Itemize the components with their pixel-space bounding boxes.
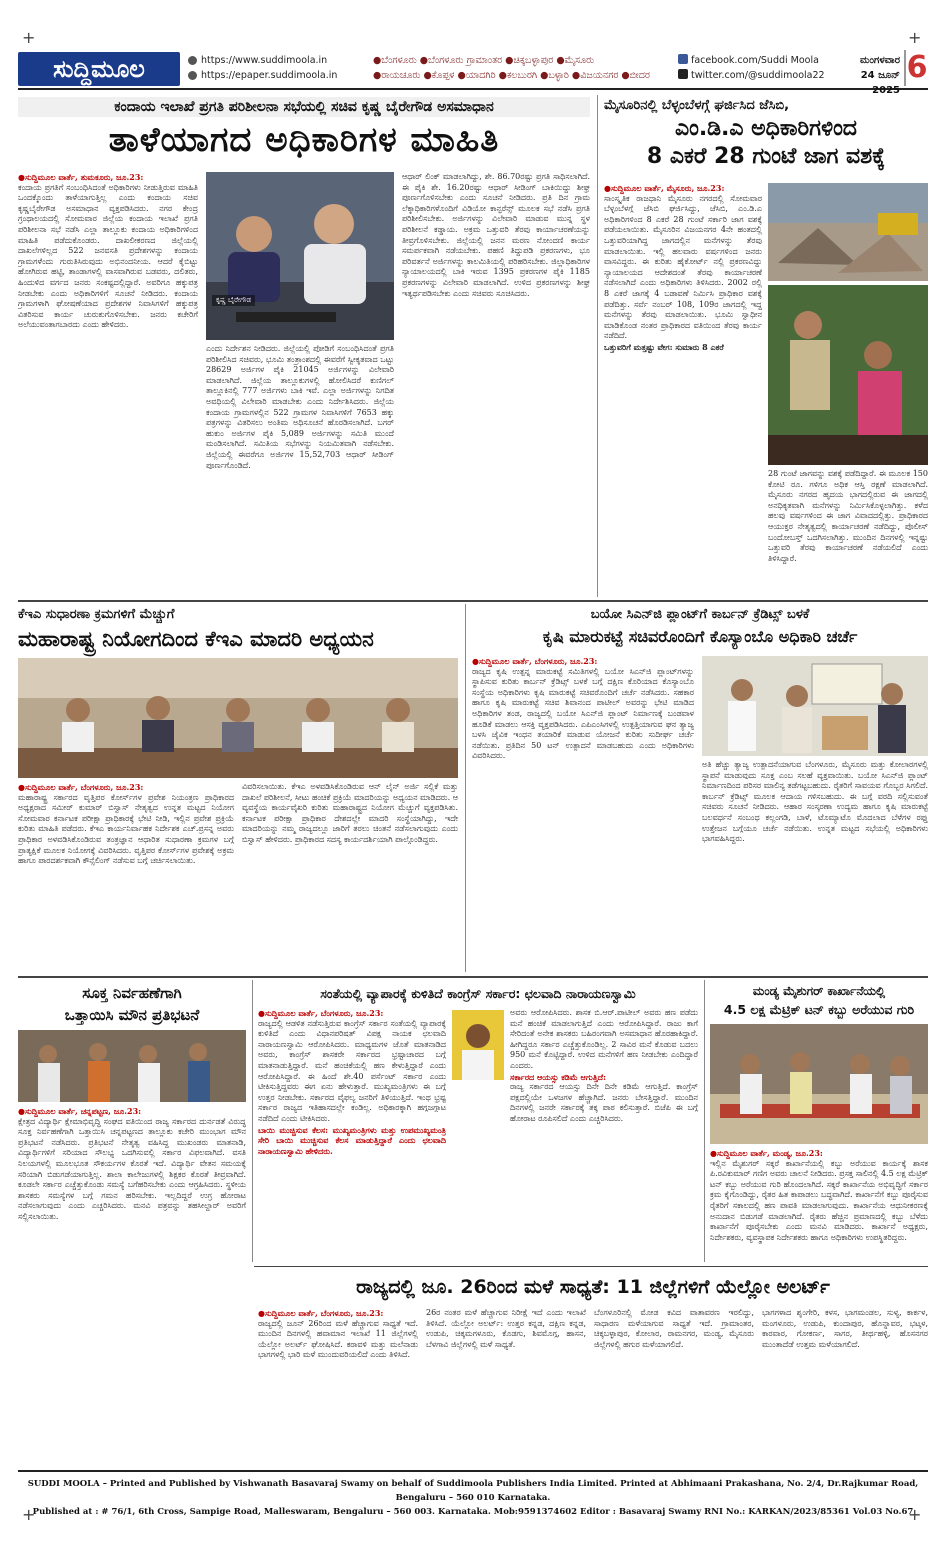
story8-column-2: 26ರ ನಂತರ ಮಳೆ ಹೆಚ್ಚಾಗುವ ನಿರೀಕ್ಷೆ ಇದೆ ಎಂದು ಇಲಾಖೆ ತಿಳಿಸಿದೆ. ಯೆಲ್ಲೋ ಅಲರ್ಟ್: ಉತ್ತರ ಕನ್ನಡ, ದಕ್ಷಿಣ ಕನ್ನಡ, ಉಡುಪಿ, ಚಿಕ್ಕಮಗಳೂರು, ಕೊಡಗು, ಶಿವಮೊಗ್ಗ, ಹಾಸನ, ಬೆಳಗಾವಿ ಜಿಲ್ಲೆಗಳಲ್ಲಿ ಮಳೆ ಸಾಧ್ಯತೆ.: [426, 1308, 586, 1349]
story-silent-protest: [18, 982, 246, 1026]
epaper-link[interactable]: https://epaper.suddimoola.in: [201, 70, 338, 81]
story6-photo: [452, 1010, 504, 1080]
imprint-line-2: Published at : # 76/1, 6th Cross, Sampige Road, Malleswaram, Bengaluru – 560 003. Karnataka. Mob:9591374602 Editor : Basavaraj Swamy RNI No.: KARKAN/2023/85361 Vol.03 No.67: [32, 1507, 914, 1517]
story5-headline: ಒತ್ತಾಯಿಸಿ ಮೌನ ಪ್ರತಿಭಟನೆ: [64, 1006, 200, 1024]
story6-text-1: ರಾಜ್ಯದಲ್ಲಿ ಆಡಳಿತ ನಡೆಸುತ್ತಿರುವ ಕಾಂಗ್ರೆಸ್ ಸರ್ಕಾರ ಸಂತೆಯಲ್ಲಿ ವ್ಯಾಪಾರಕ್ಕೆ ಕುಳಿತಿದೆ ಎಂದು ವಿಧಾನಪರಿಷತ್ ವಿಪಕ್ಷ ನಾಯಕ ಛಲವಾದಿ ನಾರಾಯಣಸ್ವಾಮಿ ಆರೋಪಿಸಿದರು. ಮಾಧ್ಯಮಗಳ ಜೊತೆ ಮಾತನಾಡಿದ ಅವರು, ಕಾಂಗ್ರೆಸ್ ಶಾಸಕರೇ ಸರ್ಕಾರದ ಭ್ರಷ್ಟಾಚಾರದ ಬಗ್ಗೆ ಮಾತನಾಡುತ್ತಿದ್ದಾರೆ. ಮನೆ ಹಂಚಿಕೆಯಲ್ಲಿ ಹಣ ಕೇಳುತ್ತಿದ್ದಾರೆ ಎಂದು ಆರೋಪಿಸಿದ್ದಾರೆ. ಈ ಹಿಂದೆ ಶೇ.40 ಪರ್ಸೆಂಟ್ ಸರ್ಕಾರ ಎಂದು ಟೀಕಿಸುತ್ತಿದ್ದವರು ಈಗ ಏನು ಹೇಳುತ್ತಾರೆ. ಮುಖ್ಯಮಂತ್ರಿಗಳು ಈ ಬಗ್ಗೆ ಉತ್ತರ ನೀಡಬೇಕು. ಸರ್ಕಾರದ ವೈಫಲ್ಯ ಜನರಿಗೆ ತಿಳಿಯುತ್ತಿದೆ. ಇಂಥ ಭ್ರಷ್ಟ ಸರ್ಕಾರ ರಾಜ್ಯದ ಇತಿಹಾಸದಲ್ಲೇ ಕಂಡಿಲ್ಲ. ಅಧಿಕಾರಕ್ಕಾಗಿ ಹಗ್ಗಜಗ್ಗಾಟ ನಡೆದಿದೆ ಎಂದು ಟೀಕಿಸಿದರು.: [258, 1018, 446, 1123]
story2-photo-crowd: [768, 285, 928, 465]
story7-headline: 4.5 ಲಕ್ಷ ಮೆಟ್ರಿಕ್ ಟನ್ ಕಬ್ಬು ಅರೆಯುವ ಗುರಿ: [723, 1002, 915, 1017]
edition-cities: [373, 53, 650, 83]
twitter-link[interactable]: twitter.com/@suddimoola22: [691, 70, 825, 81]
social-links: [678, 53, 825, 83]
story8-column-3: ಬೆಂಗಳೂರಿನಲ್ಲಿ ಮೋಡ ಕವಿದ ವಾತಾವರಣ ಇರಲಿದ್ದು, ಸಾಧಾರಣ ಮಳೆಯಾಗುವ ಸಾಧ್ಯತೆ ಇದೆ. ಗ್ರಾಮಾಂತರ, ಚಿಕ್ಕಬಳ್ಳಾಪುರ, ಕೋಲಾರ, ರಾಮನಗರ, ಮಂಡ್ಯ, ಮೈಸೂರು ಜಿಲ್ಲೆಗಳಲ್ಲಿ ಹಗುರ ಮಳೆಯಾಗಲಿದೆ.: [594, 1308, 754, 1349]
protest-photo: [18, 1030, 246, 1102]
web-links: [188, 53, 337, 83]
column-divider: [252, 980, 253, 1262]
story6-column-2: [510, 1008, 698, 1260]
story4-kicker: ಬಯೋ ಸಿಎನ್‌ಜಿ ಪ್ಲಾಂಟ್‌ಗೆ ಕಾರ್ಬನ್ ಕ್ರೆಡಿಟ್ಸ್ ಬಳಕೆ: [590, 607, 810, 622]
globe-icon: [188, 71, 197, 80]
story4-byline: ●ಸುದ್ದಿಮೂಲ ವಾರ್ತೆ, ಬೆಂಗಳೂರು, ಜೂ.23:: [472, 656, 598, 666]
photo-caption: ಕೃಷ್ಣ ಬೈರೇಗೌಡ: [212, 295, 255, 306]
story1-text-1: ಕಂದಾಯ ಪ್ರಗತಿಗೆ ಸಂಬಂಧಿಸಿದಂತೆ ಅಧಿಕಾರಿಗಳು ನೀಡುತ್ತಿರುವ ಮಾಹಿತಿ ಒಂದಕ್ಕೊಂದು ತಾಳೆಯಾಗುತ್ತಿಲ್ಲ ಎಂದು ಕಂದಾಯ ಸಚಿವ ಕೃಷ್ಣಬೈರೇಗೌಡ ಅಸಮಾಧಾನ ವ್ಯಕ್ತಪಡಿಸಿದರು. ನಗರ ಕೇಂದ್ರ ಗ್ರಂಥಾಲಯದಲ್ಲಿ ಸೋಮವಾರ ಜಿಲ್ಲೆಯ ಕಂದಾಯ ಇಲಾಖೆ ಪ್ರಗತಿ ಪರಿಶೀಲನಾ ಸಭೆ ನಡೆಸಿ ಎಲ್ಲಾ ತಾಲ್ಲೂಕು ಕಂದಾಯ ಅಧಿಕಾರಿಗಳಿಂದ ಮಾಹಿತಿ ಪಡೆದುಕೊಂಡರು. ದಾಖಲೀಕರಣದ ಜಿಲ್ಲೆಯಲ್ಲಿ ದಾಖಲೆಗಳಿಲ್ಲದ 522 ಜನವಸತಿ ಪ್ರದೇಶಗಳನ್ನು ಕಂದಾಯ ಗ್ರಾಮಗಳೆಂದು ಗುರುತಿಸಿರುವುದು ಅಭಿನಂದನೀಯ. ಆದರೆ ಕೈಬಿಟ್ಟು ಹೋಗಿರುವ ಹಟ್ಟಿ, ತಾಂಡಾಗಳಲ್ಲಿ ವಾಸವಾಗಿರುವ ಬಡವರು, ದಲಿತರು, ಹಿಂದುಳಿದ ವರ್ಗದ ಜನರು ಸಂಕಷ್ಟದಲ್ಲಿದ್ದಾರೆ. ಅವರಿಗೂ ಹಕ್ಕುಪತ್ರ ನೀಡಬೇಕು ಎಂದು ಅಧಿಕಾರಿಗಳಿಗೆ ಸೂಚನೆ ನೀಡಿದರು. ಕಂದಾಯ ಗ್ರಾಮಗಳಾಗಿ ಘೋಷಣೆಯಾದ ಪ್ರದೇಶಗಳ ನಿವಾಸಿಗಳಿಗೆ ಹಕ್ಕುಪತ್ರ ವಿತರಿಸುವ ಕಾರ್ಯ ಚುರುಕುಗೊಳಿಸಬೇಕು. ಜನರು ಕಚೇರಿಗೆ ಅಲೆಯುವಂತಾಗಬಾರದು ಎಂದು ಹೇಳಿದರು.: [18, 182, 198, 330]
story3-column-2: ವಿವರಿಸಲಾಯಿತು. ಕೆಇಎ ಅಳವಡಿಸಿಕೊಂಡಿರುವ ಆನ್ ಲೈನ್ ಅರ್ಜಿ ಸಲ್ಲಿಕೆ ಮತ್ತು ದಾಖಲೆ ಪರಿಶೀಲನೆ, ಸೀಟು ಹಂಚಿಕೆ ಪ್ರಕ್ರಿಯೆ ಮಾದರಿಯನ್ನು ಅಧ್ಯಯನ ಮಾಡಿದರು. ಆ ವ್ಯವಸ್ಥೆಯ ಕಾರ್ಯವೈಖರಿ ಕುರಿತು ಮಹಾರಾಷ್ಟ್ರದ ನಿಯೋಗ ಮೆಚ್ಚುಗೆ ವ್ಯಕ್ತಪಡಿಸಿತು. ಕರ್ನಾಟಕ ಪರೀಕ್ಷಾ ಪ್ರಾಧಿಕಾರ ದೇಶದಲ್ಲೇ ಮಾದರಿ ಸಂಸ್ಥೆಯಾಗಿದ್ದು, ಇದೇ ಮಾದರಿಯನ್ನು ನಮ್ಮ ರಾಜ್ಯದಲ್ಲೂ ಜಾರಿಗೆ ತರಲು ಚಿಂತನೆ ನಡೆಸಲಾಗುವುದು ಎಂದು ಬಿಸ್ವಾಸ್ ಹೇಳಿದರು. ಪ್ರಾಧಿಕಾರದ ಸದಸ್ಯ ಕಾರ್ಯದರ್ಶಿಯಾಗಿ ಪಾಲ್ಗೊಂಡಿದ್ದರು.: [242, 782, 458, 844]
story5-photo: [18, 1030, 246, 1102]
crop-mark: +: [908, 1505, 922, 1524]
story8-column-4: ಭಾಗಗಳಾದ ಶೃಂಗೇರಿ, ಕಳಸ, ಭಾಗಮಂಡಲ, ಸುಳ್ಯ, ಕಾರ್ಕಳ, ಮಂಗಳೂರು, ಉಡುಪಿ, ಕುಂದಾಪುರ, ಹೊನ್ನಾವರ, ಭಟ್ಕಳ, ಕಾರವಾರ, ಗೋಕರ್ಣ, ಸಾಗರ, ತೀರ್ಥಹಳ್ಳಿ, ಹೊಸನಗರ ಮುಂತಾದೆಡೆ ಉತ್ತಮ ಮಳೆಯಾಗಲಿದೆ.: [762, 1308, 928, 1349]
story7-text: ಇಲ್ಲಿನ ಮೈಶುಗರ್ ಸಕ್ಕರೆ ಕಾರ್ಖಾನೆಯಲ್ಲಿ ಕಬ್ಬು ಅರೆಯುವ ಕಾರ್ಯಕ್ಕೆ ಶಾಸಕ ಪಿ.ರವಿಕುಮಾರ್ ಗಣಿಗ ಅವರು ಚಾಲನೆ ನೀಡಿದರು. ಪ್ರಸಕ್ತ ಸಾಲಿನಲ್ಲಿ 4.5 ಲಕ್ಷ ಮೆಟ್ರಿಕ್ ಟನ್ ಕಬ್ಬು ಅರೆಯುವ ಗುರಿ ಹೊಂದಲಾಗಿದೆ. ಸಕ್ಕರೆ ಕಾರ್ಖಾನೆಯ ಅಭಿವೃದ್ಧಿಗೆ ಸರ್ಕಾರ ಕ್ರಮ ಕೈಗೊಂಡಿದ್ದು, ರೈತರ ಹಿತ ಕಾಪಾಡಲು ಬದ್ಧವಾಗಿದೆ. ಕಾರ್ಖಾನೆಗೆ ಕಬ್ಬು ಪೂರೈಸುವ ರೈತರಿಗೆ ಸಕಾಲದಲ್ಲಿ ಹಣ ಪಾವತಿ ಮಾಡಲಾಗುವುದು. ಕಾರ್ಖಾನೆಯ ಆಧುನೀಕರಣಕ್ಕೆ ಅನುದಾನ ಬಿಡುಗಡೆ ಮಾಡಲಾಗಿದೆ. ರೈತರು ಹೆಚ್ಚಿನ ಪ್ರಮಾಣದಲ್ಲಿ ಕಬ್ಬು ಬೆಳೆದು ಕಾರ್ಖಾನೆಗೆ ಪೂರೈಸಬೇಕು ಎಂದು ಮನವಿ ಮಾಡಿದರು. ಕಾರ್ಖಾನೆ ಅಧ್ಯಕ್ಷರು, ನಿರ್ದೇಶಕರು, ವ್ಯವಸ್ಥಾಪಕ ನಿರ್ದೇಶಕರು ಹಾಗೂ ಅಧಿಕಾರಿಗಳು ಉಪಸ್ಥಿತರಿದ್ದರು.: [710, 1158, 928, 1242]
crop-mark: +: [22, 1505, 36, 1524]
section-divider: [18, 600, 928, 602]
story1-kicker: ಕಂದಾಯ ಇಲಾಖೆ ಪ್ರಗತಿ ಪರಿಶೀಲನಾ ಸಭೆಯಲ್ಲಿ ಸಚಿವ ಕೃಷ್ಣ ಬೈರೇಗೌಡ ಅಸಮಾಧಾನ: [18, 97, 590, 117]
story3-headline: ಮಹಾರಾಷ್ಟ್ರ ನಿಯೋಗದಿಂದ ಕೆಇಎ ಮಾದರಿ ಅಧ್ಯಯನ: [18, 627, 374, 651]
story6-headline: ಸಂತೆಯಲ್ಲಿ ವ್ಯಾಪಾರಕ್ಕೆ ಕುಳಿತಿದೆ ಕಾಂಗ್ರೆಸ್ ಸರ್ಕಾರ: ಛಲವಾದಿ ನಾರಾಯಣಸ್ವಾಮಿ: [320, 986, 636, 1001]
story2-column-1: [604, 183, 762, 595]
sugar-factory-photo: [710, 1024, 928, 1144]
story6-byline: ●ಸುದ್ದಿಮೂಲ ವಾರ್ತೆ, ಬೆಂಗಳೂರು, ಜೂ.23:: [258, 1008, 384, 1018]
story8-text-1: ರಾಜ್ಯದಲ್ಲಿ ಜೂನ್ 26ರಿಂದ ಮಳೆ ಹೆಚ್ಚಾಗುವ ಸಾಧ್ಯತೆ ಇದೆ. ಮುಂದಿನ ದಿನಗಳಲ್ಲಿ ಹವಾಮಾನ ಇಲಾಖೆ 11 ಜಿಲ್ಲೆಗಳಲ್ಲಿ ಯೆಲ್ಲೋ ಅಲರ್ಟ್ ಘೋಷಿಸಿದೆ. ಕರಾವಳಿ ಮತ್ತು ಮಲೆನಾಡು ಭಾಗಗಳಲ್ಲಿ ಭಾರಿ ಮಳೆ ಮುಂದುವರಿಯಲಿದೆ ಎಂದು ತಿಳಿಸಿದೆ.: [258, 1318, 418, 1360]
story5-column: [18, 1106, 246, 1464]
story3-column-1: [18, 782, 234, 970]
story7-column: [710, 1148, 928, 1262]
story4-photo: [702, 656, 928, 756]
story7-byline: ●ಸುದ್ದಿಮೂಲ ವಾರ್ತೆ, ಮಂಡ್ಯ, ಜೂ.23:: [710, 1148, 823, 1158]
imprint-footer: [18, 1470, 928, 1519]
story2-headline-1: ಎಂ.ಡಿ.ಎ ಅಧಿಕಾರಿಗಳಿಂದ: [674, 116, 858, 141]
twitter-icon: [678, 69, 688, 79]
story3-photo: [18, 658, 458, 778]
story4-text-1: ರಾಜ್ಯದ ಕೃಷಿ ಉತ್ಪನ್ನ ಮಾರುಕಟ್ಟೆ ಸಮಿತಿಗಳಲ್ಲಿ ಬಯೋ ಸಿಎನ್‌ಜಿ ಪ್ಲಾಂಟ್‌ಗಳನ್ನು ಸ್ಥಾಪಿಸುವ ಕುರಿತು ಕಾರ್ಬನ್ ಕ್ರೆಡಿಟ್ಸ್ ಬಳಕೆ ಬಗ್ಗೆ ದಕ್ಷಿಣ ಕೊರಿಯಾದ ಕೊಸ್ಯಾಂಬೊ ಸಂಸ್ಥೆಯ ಅಧಿಕಾರಿಗಳು ಕೃಷಿ ಮಾರುಕಟ್ಟೆ ಸಚಿವರೊಂದಿಗೆ ಚರ್ಚೆ ನಡೆಸಿದರು. ಸಹಕಾರ ಹಾಗೂ ಕೃಷಿ ಮಾರುಕಟ್ಟೆ ಸಚಿವ ಶಿವಾನಂದ ಪಾಟೀಲ್ ಅವರನ್ನು ಭೇಟಿ ಮಾಡಿದ ಅಧಿಕಾರಿಗಳ ತಂಡ, ರಾಜ್ಯದಲ್ಲಿ ಬಯೋ ಸಿಎನ್‌ಜಿ ಪ್ಲಾಂಟ್ ನಿರ್ಮಾಣಕ್ಕೆ ಬಂಡವಾಳ ಹೂಡಿಕೆ ಮಾಡಲು ಆಸಕ್ತಿ ವ್ಯಕ್ತಪಡಿಸಿದರು. ಎಪಿಎಂಸಿಗಳಲ್ಲಿ ಉತ್ಪತ್ತಿಯಾಗುವ ಘನ ತ್ಯಾಜ್ಯ ಬಳಸಿ ಜೈವಿಕ ಇಂಧನ ತಯಾರಿಕೆ ಮಾಡುವ ಯೋಜನೆ ಕುರಿತು ಸುದೀರ್ಘ ಚರ್ಚೆ ನಡೆಯಿತು. ಪ್ರತಿದಿನ 50 ಟನ್ ಉತ್ಪಾದನೆ ಮಾಡಬಹುದು ಎಂದು ಅಧಿಕಾರಿಗಳು ವಿವರಿಸಿದರು.: [472, 666, 694, 761]
story-rain-alert: [258, 1272, 928, 1302]
story5-text: ಕ್ಷೇತ್ರದ ವಿದ್ಯಾರ್ಥಿ ಕ್ಷೇಮಾಭಿವೃದ್ಧಿ ಸಂಘದ ವತಿಯಿಂದ ರಾಜ್ಯ ಸರ್ಕಾರದ ದುರ್ನಡತೆ ವಿರುದ್ಧ ಸೂಕ್ತ ನಿರ್ವಹಣೆಗಾಗಿ ಒತ್ತಾಯಿಸಿ ಚನ್ನಪಟ್ಟಣದ ತಾಲ್ಲೂಕು ಕಚೇರಿ ಮುಂಭಾಗ ಮೌನ ಪ್ರತಿಭಟನೆ ನಡೆಸಿದರು. ಪ್ರತಿಭಟನೆ ನೇತೃತ್ವ ವಹಿಸಿದ್ದ ಮುಖಂಡರು ಮಾತನಾಡಿ, ವಿದ್ಯಾರ್ಥಿಗಳಿಗೆ ಸರಿಯಾದ ಸೌಲಭ್ಯ ಒದಗಿಸುವಲ್ಲಿ ಸರ್ಕಾರ ವಿಫಲವಾಗಿದೆ. ವಸತಿ ನಿಲಯಗಳಲ್ಲಿ ಮೂಲಭೂತ ಸೌಕರ್ಯಗಳ ಕೊರತೆ ಇದೆ. ವಿದ್ಯಾರ್ಥಿ ವೇತನ ಸಮಯಕ್ಕೆ ಸರಿಯಾಗಿ ಬಿಡುಗಡೆಯಾಗುತ್ತಿಲ್ಲ. ಶಾಲಾ ಕಾಲೇಜುಗಳಲ್ಲಿ ಶಿಕ್ಷಕರ ಕೊರತೆ ತೀವ್ರವಾಗಿದೆ. ಕೂಡಲೇ ಸರ್ಕಾರ ಎಚ್ಚೆತ್ತುಕೊಂಡು ಸಮಸ್ಯೆ ಬಗೆಹರಿಸಬೇಕು ಎಂದು ಆಗ್ರಹಿಸಿದರು. ಸ್ಥಳೀಯ ಶಾಸಕರು ಸಮಸ್ಯೆಗಳ ಬಗ್ಗೆ ಗಮನ ಹರಿಸಬೇಕು. ಇಲ್ಲದಿದ್ದರೆ ಉಗ್ರ ಹೋರಾಟ ನಡೆಸಲಾಗುವುದು ಎಂದು ಎಚ್ಚರಿಸಿದರು. ಮನವಿ ಪತ್ರವನ್ನು ತಹಸೀಲ್ದಾರ್ ಅವರಿಗೆ ಸಲ್ಲಿಸಲಾಯಿತು.: [18, 1116, 246, 1221]
story7-photo: [710, 1024, 928, 1144]
story2-headline-2: 8 ಎಕರೆ 28 ಗುಂಟೆ ಜಾಗ ವಶಕ್ಕೆ: [646, 144, 886, 169]
facebook-link[interactable]: facebook.com/Suddi Moola: [691, 55, 819, 66]
story-bio-cng: [472, 606, 928, 650]
demolition-photo: [768, 183, 928, 281]
story6-column-1: [258, 1008, 446, 1260]
portrait-photo: [452, 1010, 504, 1080]
story2-text-1: ಸಾಂಸ್ಕೃತಿಕ ರಾಜಧಾನಿ ಮೈಸೂರು ನಗರದಲ್ಲಿ ಸೋಮವಾರ ಬೆಳ್ಳಂಬೆಳಗ್ಗೆ ಜೆಸಿಬಿ ಘರ್ಜಿಸಿದ್ದು, ಜೆಸಿಬಿ, ಎಂ.ಡಿ.ಎ ಅಧಿಕಾರಿಗಳಿಂದ 8 ಎಕರೆ 28 ಗುಂಟೆ ಸರ್ಕಾರಿ ಜಾಗ ವಶಕ್ಕೆ ಪಡೆಯಲಾಯಿತು. ಮೈಸೂರಿನ ವಿಜಯನಗರ 4ನೇ ಹಂತದಲ್ಲಿ ಒತ್ತುವರಿಯಾಗಿದ್ದ ಜಾಗದಲ್ಲಿನ ಮನೆಗಳನ್ನು ತೆರವು ಮಾಡಲಾಯಿತು. ಇಲ್ಲಿ ಹಲವಾರು ವರ್ಷಗಳಿಂದ ಜನರು ವಾಸವಿದ್ದರು. ಈ ಕುರಿತು ಹೈಕೋರ್ಟ್ ನಲ್ಲಿ ಪ್ರಕರಣವಿದ್ದು ನ್ಯಾಯಾಲಯದ ಆದೇಶದಂತೆ ತೆರವು ಕಾರ್ಯಾಚರಣೆ ನಡೆಸಲಾಗಿದೆ ಎಂದು ಅಧಿಕಾರಿಗಳು ತಿಳಿಸಿದರು. 2002 ರಲ್ಲಿ 8 ಎಕರೆ ಜಾಗಕ್ಕೆ 4 ಬಡಾವಣೆ ನಿರ್ಮಿಸಿ ಪ್ರಾಧಿಕಾರ ವಶಕ್ಕೆ ಪಡೆದಿತ್ತು. ಸರ್ವೆ ನಂಬರ್ 108, 109ರ ಜಾಗದಲ್ಲಿ ಇದ್ದ ಮನೆಗಳನ್ನು ತೆರವು ಮಾಡಲಾಯಿತು. ಭೂಮಿ ಸ್ವಾಧೀನ ಮಾಡಿಕೊಂಡ ನಂತರ ಪ್ರಾಧಿಕಾರದ ವತಿಯಿಂದ ತೆರವು ಕಾರ್ಯ ನಡೆದಿದೆ.: [604, 193, 762, 341]
website-link[interactable]: https://www.suddimoola.in: [201, 55, 328, 66]
story-congress-criticism: [258, 984, 698, 1004]
story6-subhead-1: ಬಾಯಿ ಮುಚ್ಚಿಸುವ ಕೆಲಸ: ಮುಖ್ಯಮಂತ್ರಿಗಳು ಮತ್ತು ಉಪಮುಖ್ಯಮಂತ್ರಿ ಸೇರಿ ಬಾಯಿ ಮುಚ್ಚಿಸುವ ಕೆಲಸ ಮಾಡುತ್ತಿದ್ದಾರೆ ಎಂದು ಛಲವಾದಿ ನಾರಾಯಣಸ್ವಾಮಿ ಹೇಳಿದರು.: [258, 1124, 446, 1156]
story6-text-2: ಅವರು ಆರೋಪಿಸಿದರು. ಶಾಸಕ ಬಿ.ಆರ್.ಪಾಟೀಲ್ ಅವರು ಹಣ ಪಡೆದು ಮನೆ ಹಂಚಿಕೆ ಮಾಡಲಾಗುತ್ತಿದೆ ಎಂದು ಆರೋಪಿಸಿದ್ದಾರೆ. ರಾಜು ಕಾಗೆ ಸೇರಿದಂತೆ ಅನೇಕ ಶಾಸಕರು ಬಹಿರಂಗವಾಗಿ ಅಸಮಾಧಾನ ಹೊರಹಾಕಿದ್ದಾರೆ. ಹೀಗಿದ್ದರೂ ಸರ್ಕಾರ ಎಚ್ಚೆತ್ತುಕೊಂಡಿಲ್ಲ. 2 ಸಾವಿರ ಮನೆ ಕೊಡುವ ಬದಲು 950 ಮನೆ ಕೊಟ್ಟಿದ್ದಾರೆ. ಉಳಿದ ಮನೆಗಳಿಗೆ ಹಣ ನೀಡಬೇಕು ಎಂದಿದ್ದಾರೆ ಎಂದರು.: [510, 1008, 698, 1070]
story3-kicker: ಕೆಇಎ ಸುಧಾರಣಾ ಕ್ರಮಗಳಿಗೆ ಮೆಚ್ಚುಗೆ: [18, 607, 175, 622]
story3-byline: ●ಸುದ್ದಿಮೂಲ ವಾರ್ತೆ, ಬೆಂಗಳೂರು, ಜೂ.23:: [18, 782, 144, 792]
column-divider: [465, 604, 466, 972]
story8-column-1: [258, 1308, 418, 1464]
issue-date: [830, 53, 900, 98]
story1-headline: ತಾಳೆಯಾಗದ ಅಧಿಕಾರಿಗಳ ಮಾಹಿತಿ: [108, 120, 500, 160]
crop-mark: +: [908, 28, 922, 47]
globe-icon: [188, 56, 197, 65]
masthead: [18, 50, 928, 96]
story-mda-land: [604, 97, 928, 171]
story2-photo-demolition: [768, 183, 928, 281]
story1-column-1: [18, 172, 198, 594]
section-divider: [18, 976, 928, 978]
story8-headline: ರಾಜ್ಯದಲ್ಲಿ ಜೂ. 26ರಿಂದ ಮಳೆ ಸಾಧ್ಯತೆ: 11 ಜಿಲ್ಲೆಗಳಿಗೆ ಯೆಲ್ಲೋ ಅಲರ್ಟ್: [356, 1276, 830, 1298]
story6-text-3: ರಾಜ್ಯ ಸರ್ಕಾರದ ಆಯಸ್ಸು ದಿನೇ ದಿನೇ ಕಡಿಮೆ ಆಗುತ್ತಿದೆ. ಕಾಂಗ್ರೆಸ್ ಪಕ್ಷದಲ್ಲಿಯೇ ಒಳಜಗಳ ಹೆಚ್ಚಾಗಿದೆ. ಜನರು ಬೇಸತ್ತಿದ್ದಾರೆ. ಮುಂದಿನ ದಿನಗಳಲ್ಲಿ ಜನರೇ ಸರ್ಕಾರಕ್ಕೆ ತಕ್ಕ ಪಾಠ ಕಲಿಸುತ್ತಾರೆ. ಬಿಜೆಪಿ ಈ ಬಗ್ಗೆ ಹೋರಾಟ ರೂಪಿಸಲಿದೆ ಎಂದು ಎಚ್ಚರಿಸಿದರು.: [510, 1082, 698, 1123]
minister-meeting-photo: [702, 656, 928, 756]
story1-column-3: ಆಧಾರ್ ಲಿಂಕ್ ಮಾಡಲಾಗಿದ್ದು, ಶೇ. 86.70ರಷ್ಟು ಪ್ರಗತಿ ಸಾಧಿಸಲಾಗಿದೆ. ಈ ಪೈಕಿ ಶೇ. 16.20ರಷ್ಟು ಆಧಾರ್ ಸೀಡಿಂಗ್ ಬಾಕಿಯಿದ್ದು ಶೀಘ್ರ ಪೂರ್ಣಗೊಳಿಸಬೇಕು ಎಂದು ಸೂಚನೆ ನೀಡಿದರು. ಪ್ರತಿ ದಿನ ಗ್ರಾಮ ಲೆಕ್ಕಾಧಿಕಾರಿಗಳೊಂದಿಗೆ ವಿಡಿಯೋ ಕಾನ್ಫರೆನ್ಸ್ ಮೂಲಕ ಸಭೆ ನಡೆಸಿ ಪ್ರಗತಿ ಪರಿಶೀಲಿಸಬೇಕು. ಅರ್ಜಿಗಳನ್ನು ವಿಲೇವಾರಿ ಮಾಡುವ ಮುನ್ನ ಸ್ಥಳ ಪರಿಶೀಲನೆ ಕಡ್ಡಾಯ. ಅಕ್ರಮ ಒತ್ತುವರಿ ತೆರವು ಕಾರ್ಯಾಚರಣೆಯನ್ನು ತೀವ್ರಗೊಳಿಸಬೇಕು. ಜಿಲ್ಲೆಯಲ್ಲಿ ಜನನ ಮರಣ ನೋಂದಣಿ ಕಾರ್ಯ ಸಮರ್ಪಕವಾಗಿ ನಡೆಯಬೇಕು. ಪಹಣಿ ತಿದ್ದುಪಡಿ ಪ್ರಕರಣಗಳು, ಭೂ ಪರಿವರ್ತನೆ ಅರ್ಜಿಗಳನ್ನು ಕಾಲಮಿತಿಯಲ್ಲಿ ಪರಿಹರಿಸಬೇಕು. ಜಿಲ್ಲಾಧಿಕಾರಿಗಳ ನ್ಯಾಯಾಲಯದಲ್ಲಿ ಬಾಕಿ ಇರುವ 1395 ಪ್ರಕರಣಗಳ ಪೈಕಿ 1185 ಪ್ರಕರಣಗಳನ್ನು ವಿಲೇವಾರಿ ಮಾಡಲಾಗಿದೆ. ಉಳಿದ ಪ್ರಕರಣಗಳನ್ನು ಶೀಘ್ರ ಇತ್ಯರ್ಥಪಡಿಸಬೇಕು ಎಂದು ಸಚಿವರು ಸೂಚಿಸಿದರು.: [402, 172, 590, 298]
crowd-photo: [768, 285, 928, 465]
story7-kicker: ಮಂಡ್ಯ ಮೈಶುಗರ್ ಕಾರ್ಖಾನೆಯಲ್ಲಿ: [752, 984, 886, 998]
date-text: 24 ಜೂನ್ 2025: [860, 70, 900, 96]
story1-photo: [206, 172, 394, 340]
story2-subhead: ಒತ್ತುವರಿಗೆ ಮತ್ತಷ್ಟು ವೇಗ: ಸುಮಾರು 8 ಎಕರೆ: [604, 341, 724, 352]
story5-kicker: ಸೂಕ್ತ ನಿರ್ವಹಣೆಗಾಗಿ: [82, 984, 182, 1002]
story-revenue-meeting: [18, 97, 590, 163]
cities-line-2: ●ರಾಯಚೂರು ●ಕೊಪ್ಪಳ ●ಯಾದಗಿರಿ ●ಕಲಬುರಗಿ ●ಬಳ್ಳಾರಿ ●ವಿಜಯನಗರ ●ಬೀದರ: [373, 70, 650, 81]
meeting-photo: [206, 172, 394, 340]
section-divider: [254, 1266, 928, 1267]
page-number: 6: [904, 50, 928, 86]
column-divider: [704, 980, 705, 1262]
story2-kicker: ಮೈಸೂರಿನಲ್ಲಿ ಬೆಳ್ಳಂಬೆಳಗ್ಗೆ ಘರ್ಜಿಸಿದ ಜೆಸಿಬಿ,: [604, 98, 790, 113]
story2-byline: ●ಸುದ್ದಿಮೂಲ ವಾರ್ತೆ, ಮೈಸೂರು, ಜೂ.23:: [604, 183, 725, 193]
story4-column-1: [472, 656, 694, 970]
story3-text-1: ಮಹಾರಾಷ್ಟ್ರ ಸರ್ಕಾರದ ವೃತ್ತಿಪರ ಕೋರ್ಸ್‌ಗಳ ಪ್ರವೇಶ ನಿಯಂತ್ರಣ ಪ್ರಾಧಿಕಾರದ ಅಧ್ಯಕ್ಷರಾದ ಸಮೀರ್ ಕುಮಾರ್ ಬಿಸ್ವಾಸ್ ನೇತೃತ್ವದ ಉನ್ನತ ಮಟ್ಟದ ನಿಯೋಗ ಸೋಮವಾರ ಕರ್ನಾಟಕ ಪರೀಕ್ಷಾ ಪ್ರಾಧಿಕಾರಕ್ಕೆ ಭೇಟಿ ನೀಡಿ, ಇಲ್ಲಿನ ಪ್ರವೇಶ ಪ್ರಕ್ರಿಯೆ ಕುರಿತು ಮಾಹಿತಿ ಪಡೆದರು. ಕೆಇಎ ಕಾರ್ಯನಿರ್ವಾಹಕ ನಿರ್ದೇಶಕ ಎಚ್.ಪ್ರಸನ್ನ ಅವರು ಪ್ರಾಧಿಕಾರ ಅಳವಡಿಸಿಕೊಂಡಿರುವ ತಂತ್ರಜ್ಞಾನ ಆಧಾರಿತ ಸುಧಾರಣಾ ಕ್ರಮಗಳ ಬಗ್ಗೆ ಪ್ರಾತ್ಯಕ್ಷಿಕೆ ಮೂಲಕ ನಿಯೋಗಕ್ಕೆ ವಿವರಿಸಿದರು. ವೃತ್ತಿಪರ ಕೋರ್ಸ್‌ಗಳ ಪ್ರವೇಶಕ್ಕೆ ಅಕ್ರಮ ಹಾಗೂ ಪಾರದರ್ಶಕವಾಗಿ ಕೌನ್ಸೆಲಿಂಗ್ ನಡೆಸುವ ಬಗ್ಗೆ ಚರ್ಚಿಸಲಾಯಿತು.: [18, 792, 234, 866]
imprint-line-1: SUDDI MOOLA – Printed and Published by Vishwanath Basavaraj Swamy on behalf of Suddimoola Publishers India Limited. Printed at Abhimaani Prakashana, No. 2/4, Dr.Rajkumar Road, Bengaluru – 560 010 Karnataka.: [27, 1479, 919, 1503]
delegation-photo: [18, 658, 458, 778]
column-divider: [597, 95, 598, 597]
story-mysugar: [710, 982, 928, 1020]
story4-column-2: ಅತಿ ಹೆಚ್ಚು ತ್ಯಾಜ್ಯ ಉತ್ಪಾದನೆಯಾಗುವ ಬೆಂಗಳೂರು, ಮೈಸೂರು ಮತ್ತು ಕೋಲಾರಗಳಲ್ಲಿ ಸ್ಥಾಪನೆ ಮಾಡುವುದು ಸೂಕ್ತ ಎಂಬ ಸಲಹೆ ವ್ಯಕ್ತವಾಯಿತು. ಬಯೋ ಸಿಎನ್‌ಜಿ ಪ್ಲಾಂಟ್ ನಿರ್ಮಾಣದಿಂದ ಪರಿಸರ ಮಾಲಿನ್ಯ ತಡೆಗಟ್ಟಬಹುದು. ರೈತರಿಗೆ ಸಾವಯವ ಗೊಬ್ಬರ ಸಿಗಲಿದೆ. ಕಾರ್ಬನ್ ಕ್ರೆಡಿಟ್ಸ್ ಮೂಲಕ ಆದಾಯ ಗಳಿಸಬಹುದು. ಈ ಬಗ್ಗೆ ವರದಿ ಸಲ್ಲಿಸುವಂತೆ ಸಚಿವರು ಸೂಚನೆ ನೀಡಿದರು. ಆಹಾರ ಸಂಸ್ಕರಣಾ ಉದ್ಯಮ ಹಾಗೂ ಕೃಷಿ ಮಾರುಕಟ್ಟೆ ಬಲವರ್ಧನೆ ಸಂಬಂಧ ಕಲ್ಲಂಗಡಿ, ಬಾಳೆ, ಟೊಮ್ಯಾಟೊ ಮೊದಲಾದ ಬೆಳೆಗಳ ರಫ್ತು ಉತ್ತೇಜನ ಬಗ್ಗೆಯೂ ಚರ್ಚೆ ನಡೆಯಿತು. ಉನ್ನತ ಮಟ್ಟದ ಸಭೆಯಲ್ಲಿ ಅಧಿಕಾರಿಗಳು ಭಾಗವಹಿಸಿದ್ದರು.: [702, 760, 928, 844]
story-kea-study: [18, 606, 458, 654]
story4-headline: ಕೃಷಿ ಮಾರುಕಟ್ಟೆ ಸಚಿವರೊಂದಿಗೆ ಕೊಸ್ಯಾಂಬೊ ಅಧಿಕಾರಿ ಚರ್ಚೆ: [542, 627, 858, 646]
cities-line-1: ●ಬೆಂಗಳೂರು ●ಬೆಂಗಳೂರು ಗ್ರಾಮಾಂತರ ●ಚಿಕ್ಕಬಳ್ಳಾಪುರ ●ಮೈಸೂರು: [373, 55, 595, 66]
story1-byline: ●ಸುದ್ದಿಮೂಲ ವಾರ್ತೆ, ತುಮಕೂರು, ಜೂ.23:: [18, 172, 144, 182]
weekday: ಮಂಗಳವಾರ: [859, 55, 900, 66]
story5-byline: ●ಸುದ್ದಿಮೂಲ ವಾರ್ತೆ, ಚನ್ನಪಟ್ಟಣ, ಜೂ.23:: [18, 1106, 142, 1116]
story1-column-2: ಎಂದು ನಿರ್ದೇಶನ ನೀಡಿದರು. ಜಿಲ್ಲೆಯಲ್ಲಿ ಪೋಡಿಗೆ ಸಂಬಂಧಿಸಿದಂತೆ ಪ್ರಗತಿ ಪರಿಶೀಲಿಸಿದ ಸಚಿವರು, ಭೂಮಿ ತಂತ್ರಾಂಶದಲ್ಲಿ ಈವರೆಗೆ ಸ್ವೀಕೃತವಾದ ಒಟ್ಟು 28629 ಅರ್ಜಿಗಳ ಪೈಕಿ 21045 ಅರ್ಜಿಗಳನ್ನು ವಿಲೇವಾರಿ ಮಾಡಲಾಗಿದೆ. ಜಿಲ್ಲೆಯ ತಾಲ್ಲೂಕುಗಳಲ್ಲಿ ಹೋಲಿಸಿದರೆ ಕುಣಿಗಲ್ ತಾಲ್ಲೂಕಿನಲ್ಲಿ 777 ಅರ್ಜಿಗಳು ಬಾಕಿ ಇವೆ. ಎಲ್ಲಾ ಅರ್ಜಿಗಳನ್ನು ನಿಗದಿತ ಅವಧಿಯಲ್ಲಿ ವಿಲೇವಾರಿ ಮಾಡಬೇಕು ಎಂದು ನಿರ್ದೇಶಿಸಿದರು. ಜಿಲ್ಲೆಯ ಕಂದಾಯ ಗ್ರಾಮಗಳಲ್ಲಿನ 522 ಗ್ರಾಮಗಳ ನಿವಾಸಿಗಳಿಗೆ 7653 ಹಕ್ಕು ಪತ್ರಗಳನ್ನು ವಿತರಿಸಲು ಅಂತಿಮ ಅಧಿಸೂಚನೆ ಹೊರಡಿಸಲಾಗಿದೆ. ಬಗರ್ ಹುಕುಂ ಅರ್ಜಿಗಳ ಪೈಕಿ 5,089 ಅರ್ಜಿಗಳನ್ನು ಸಮಿತಿ ಮುಂದೆ ಮಂಡಿಸಲಾಗಿದೆ. ಸಮಿತಿಯ ಸಭೆಗಳನ್ನು ನಿಯಮಿತವಾಗಿ ನಡೆಸಬೇಕು. ಜಿಲ್ಲೆಯಲ್ಲಿ ಈವರೆಗೂ ಅರ್ಜಿಗಳ 15,52,703 ಆಧಾರ್ ಸೀಡಿಂಗ್ ಪೂರ್ಣಗೊಂಡಿದೆ.: [206, 344, 394, 470]
crop-mark: +: [22, 28, 36, 47]
story2-column-2: 28 ಗುಂಟೆ ಜಾಗವನ್ನು ವಶಕ್ಕೆ ಪಡೆದಿದ್ದಾರೆ. ಈ ಮೂಲಕ 150 ಕೋಟಿ ರೂ. ಗಳಿಗೂ ಅಧಿಕ ಆಸ್ತಿ ರಕ್ಷಣೆ ಮಾಡಲಾಗಿದೆ. ಮೈಸೂರು ನಗರದ ಹೃದಯ ಭಾಗದಲ್ಲಿರುವ ಈ ಜಾಗದಲ್ಲಿ ಅನಧಿಕೃತವಾಗಿ ಮನೆಗಳನ್ನು ನಿರ್ಮಿಸಿಕೊಳ್ಳಲಾಗಿತ್ತು. ಕಳೆದ ಹಲವು ವರ್ಷಗಳಿಂದ ಈ ಜಾಗ ವಿವಾದದಲ್ಲಿತ್ತು. ಪ್ರಾಧಿಕಾರದ ಆಯುಕ್ತರ ನೇತೃತ್ವದಲ್ಲಿ ಕಾರ್ಯಾಚರಣೆ ನಡೆದಿದ್ದು, ಪೊಲೀಸ್ ಬಂದೋಬಸ್ತ್ ಒದಗಿಸಲಾಗಿತ್ತು. ಮುಂದಿನ ದಿನಗಳಲ್ಲಿ ಇನ್ನಷ್ಟು ಒತ್ತುವರಿ ತೆರವು ಕಾರ್ಯಾಚರಣೆ ನಡೆಯಲಿದೆ ಎಂದು ತಿಳಿಸಿದ್ದಾರೆ.: [768, 469, 928, 563]
facebook-icon: [678, 54, 688, 64]
story6-subhead-2: ಸರ್ಕಾರದ ಆಯಸ್ಸು ಕಡಿಮೆ ಆಗುತ್ತಿದೆ:: [510, 1071, 607, 1082]
newspaper-logo: ಸುದ್ದಿಮೂಲ: [18, 52, 180, 86]
story8-byline: ●ಸುದ್ದಿಮೂಲ ವಾರ್ತೆ, ಬೆಂಗಳೂರು, ಜೂ.23:: [258, 1308, 384, 1318]
